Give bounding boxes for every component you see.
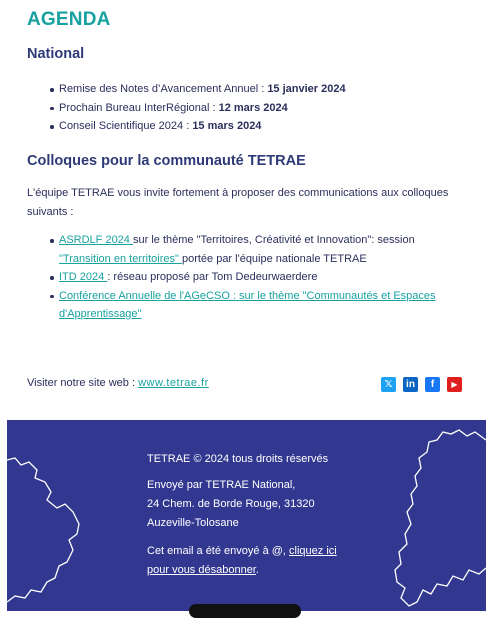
agenda-title: AGENDA (27, 9, 111, 30)
item-text: Remise des Notes d’Avancement Annuel : (59, 83, 268, 95)
item-text: : réseau proposé par Tom Dedeurwaerdere (107, 271, 318, 283)
unsubscribe-link-part-2: pour vous désabonner (147, 564, 256, 576)
list-item (59, 268, 459, 287)
agecso-link[interactable]: Conférence Annuelle de l'AGeCSO : sur le thème "Communautés et Espaces d'Apprentissage" (59, 289, 436, 320)
itd-link[interactable]: ITD 2024 (59, 271, 108, 283)
colloques-intro: L'équipe TETRAE vous invite fortement à proposer des communications aux colloques suivants : (27, 187, 449, 218)
youtube-icon[interactable]: ▶ (447, 377, 462, 392)
asrdlf-link[interactable]: ASRDLF 2024 (59, 234, 133, 246)
item-date: 12 mars 2024 (218, 101, 288, 114)
map-outline-left-icon (7, 420, 117, 611)
colloques-list (59, 231, 459, 324)
transition-link[interactable]: "Transition en territoires" (59, 252, 182, 265)
visit-label: Visiter notre site web : (27, 377, 139, 389)
list-item (59, 80, 346, 99)
list-item (59, 99, 346, 118)
address-line-2: Auzeville-Tolosane (147, 517, 239, 529)
item-text: Prochain Bureau InterRégional : (59, 101, 219, 114)
item-text: Conseil Scientifique 2024 : (59, 120, 193, 132)
copyright-text: TETRAE © 2024 tous droits réservés (147, 453, 329, 465)
list-item (59, 287, 459, 324)
map-outline-right-icon (377, 420, 486, 611)
item-text: sur le thème "Territoires, Créativité et Innovation": session (132, 234, 415, 246)
item-date: 15 janvier 2024 (267, 83, 346, 95)
list-item (59, 117, 346, 136)
item-date: 15 mars 2024 (192, 120, 262, 132)
sent-by: Envoyé par TETRAE National, (147, 479, 296, 491)
social-links (381, 377, 462, 392)
colloques-heading: Colloques pour la communauté TETRAE (27, 153, 306, 169)
visit-site (27, 377, 209, 389)
facebook-icon[interactable]: f (425, 377, 440, 392)
item-text: portée par l'équipe nationale TETRAE (181, 252, 367, 265)
sent-to: Cet email a été envoyé à @, (147, 545, 290, 557)
unsubscribe-link-part-1: cliquez ici (289, 545, 337, 557)
x-icon[interactable]: 𝕏 (381, 377, 396, 392)
sender-address (147, 476, 315, 533)
site-link[interactable]: www.tetrae.fr (138, 377, 209, 389)
linkedin-icon[interactable]: in (403, 377, 418, 392)
list-item (59, 231, 459, 268)
national-list (59, 80, 346, 136)
floating-bar (189, 604, 301, 618)
national-heading: National (27, 46, 85, 62)
address-line-1: 24 Chem. de Borde Rouge, 31320 (147, 498, 315, 510)
unsubscribe-notice (147, 542, 347, 580)
footer (7, 420, 486, 611)
unsubscribe-end: . (255, 564, 259, 576)
